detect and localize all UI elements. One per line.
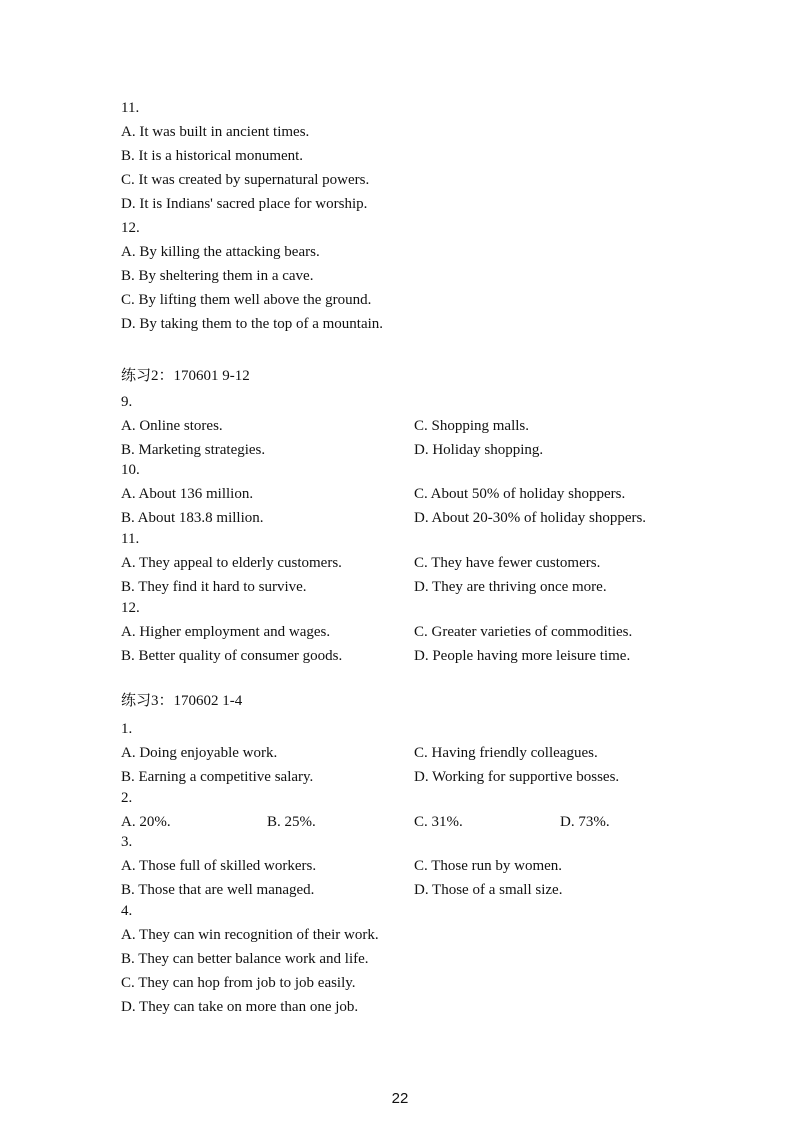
question-number: 9. <box>121 394 133 410</box>
option-a: A. About 136 million. <box>121 486 254 502</box>
question-number: 10. <box>121 462 140 478</box>
option-b: B. Those that are well managed. <box>121 882 315 898</box>
section-heading: 练习2：170601 9-12 <box>121 368 250 384</box>
option-c: C. About 50% of holiday shoppers. <box>414 486 626 502</box>
option-a: A. Online stores. <box>121 418 223 434</box>
section-heading: 练习3：170602 1-4 <box>121 693 243 709</box>
option-b: B. Marketing strategies. <box>121 442 266 458</box>
option-d: D. It is Indians' sacred place for worship. <box>121 196 368 212</box>
option-b: B. It is a historical monument. <box>121 148 304 164</box>
option-b: B. 25%. <box>267 814 316 830</box>
option-b: B. Better quality of consumer goods. <box>121 648 343 664</box>
question-number: 11. <box>121 531 140 547</box>
option-d: D. 73%. <box>560 814 610 830</box>
question-number: 2. <box>121 790 133 806</box>
option-a: A. They can win recognition of their work. <box>121 927 379 943</box>
option-c: C. Those run by women. <box>414 858 563 874</box>
option-d: D. About 20-30% of holiday shoppers. <box>414 510 647 526</box>
option-c: C. Greater varieties of commodities. <box>414 624 633 640</box>
option-b: B. Earning a competitive salary. <box>121 769 314 785</box>
option-b: B. They find it hard to survive. <box>121 579 307 595</box>
option-a: A. They appeal to elderly customers. <box>121 555 342 571</box>
page-number: 22 <box>391 1090 409 1107</box>
option-d: D. Working for supportive bosses. <box>414 769 620 785</box>
option-a: A. 20%. <box>121 814 171 830</box>
option-b: B. They can better balance work and life. <box>121 951 369 967</box>
option-b: B. About 183.8 million. <box>121 510 264 526</box>
option-d: D. Those of a small size. <box>414 882 563 898</box>
option-c: C. By lifting them well above the ground. <box>121 292 372 308</box>
option-c: C. Shopping malls. <box>414 418 530 434</box>
option-d: D. They can take on more than one job. <box>121 999 359 1015</box>
option-c: C. They can hop from job to job easily. <box>121 975 356 991</box>
option-a: A. Higher employment and wages. <box>121 624 331 640</box>
option-d: D. They are thriving once more. <box>414 579 607 595</box>
question-number: 1. <box>121 721 133 737</box>
option-c: C. 31%. <box>414 814 463 830</box>
option-a: A. Those full of skilled workers. <box>121 858 317 874</box>
option-c: C. Having friendly colleagues. <box>414 745 598 761</box>
option-a: A. By killing the attacking bears. <box>121 244 320 260</box>
option-d: D. Holiday shopping. <box>414 442 544 458</box>
question-number: 11. <box>121 100 140 116</box>
question-number: 3. <box>121 834 133 850</box>
question-number: 12. <box>121 220 140 236</box>
option-d: D. By taking them to the top of a mountain. <box>121 316 384 332</box>
option-a: A. It was built in ancient times. <box>121 124 310 140</box>
option-a: A. Doing enjoyable work. <box>121 745 278 761</box>
option-c: C. They have fewer customers. <box>414 555 601 571</box>
option-c: C. It was created by supernatural powers. <box>121 172 370 188</box>
option-b: B. By sheltering them in a cave. <box>121 268 314 284</box>
option-d: D. People having more leisure time. <box>414 648 631 664</box>
question-number: 4. <box>121 903 133 919</box>
question-number: 12. <box>121 600 140 616</box>
